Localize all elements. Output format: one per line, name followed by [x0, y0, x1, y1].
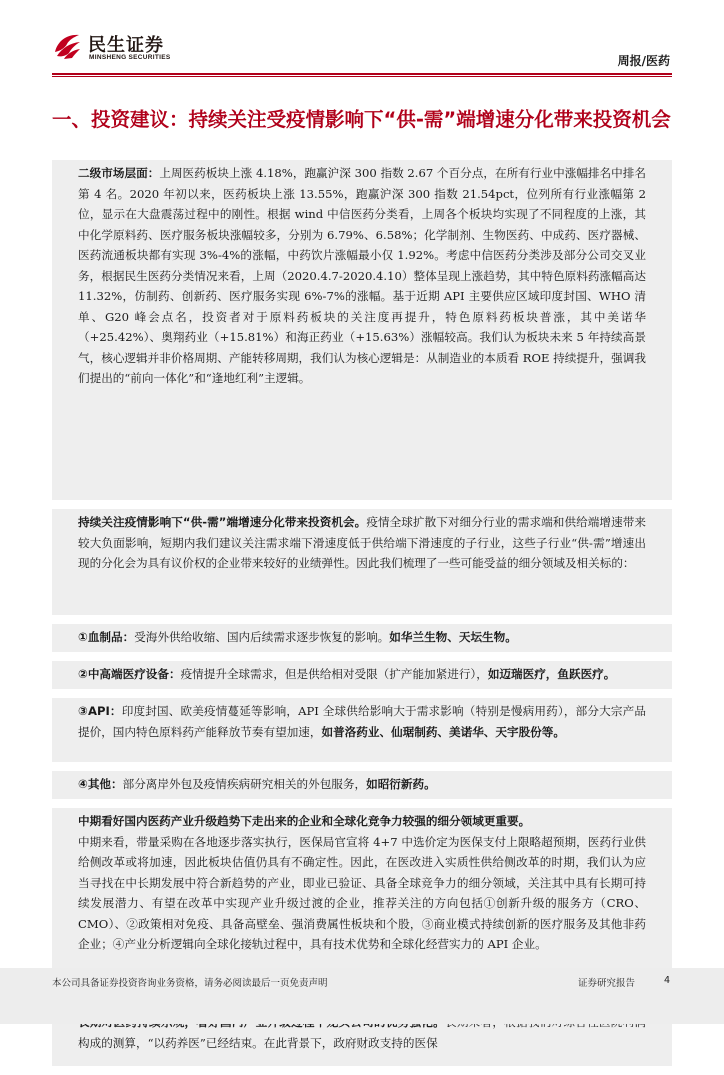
section-title: 一、投资建议：持续关注受疫情影响下“供-需”端增速分化带来投资机会 — [52, 108, 671, 131]
header-divider — [52, 73, 672, 75]
paragraph-blood-products — [52, 624, 672, 652]
paragraph-lead: ①血制品： — [78, 630, 135, 644]
paragraph-text: 上周医药板块上涨 4.18%，跑赢沪深 300 指数 2.67 个百分点，在所有行业中涨幅排名中排名第 4 名。2020 年初以来，医药板块上涨 13.55%，跑赢沪深 300 指数 21.54pct，位列所有行业涨幅第 2 位，显示在大盘震荡过程中的刚性。根据 wind 中信医药分类看，上周各个板块均实现了不同程度的上涨，其中化学原料药、医疗服务板块涨幅较多，分别为 6.79%、6.58%；化学制剂、生物医药、中成药、医疗器械、医药流通板块都有实现 3%-4%的涨幅，中药饮片涨幅最小仅 1.92%。考虑中信医药分类涉及部分公司交叉业务，根据民生医药分类情况来看，上周（2020.4.7-2020.4.10）整体呈现上涨趋势，其中特色原料药涨幅高达 11.32%，仿制药、创新药、医疗服务实现 6%-7%的涨幅。基于近期 API 主要供应区域印度封国、WHO 清单、G20 峰会点名，投资者对于原料药板块的关注度再提升，特色原料药板块普涨，其中美诺华（+25.42%）、奥翔药业（+15.81%）和海正药业（+15.63%）涨幅较高。我们认为板块未来 5 年持续高景气，核心逻辑并非价格周期、产能转移周期，我们认为核心逻辑是：从制造业的本质看 ROE 持续提升，强调我们提出的“前向一体化”和“逢地红利”主逻辑。 — [78, 166, 646, 385]
paragraph-lead: 持续关注疫情影响下“供-需”端增速分化带来投资机会。 — [78, 515, 367, 529]
paragraph-market — [52, 160, 672, 500]
brand-name-cn: 民生证券 — [88, 35, 164, 56]
paragraph-lead: ②中高端医疗设备： — [78, 667, 181, 681]
paragraph-other — [52, 771, 672, 799]
paragraph-tail: 如迈瑞医疗，鱼跃医疗。 — [487, 667, 616, 681]
paragraph-text: 疫情提升全球需求，但是供给相对受限（扩产能加紧进行）， — [180, 667, 488, 681]
paragraph-tail: 如华兰生物、天坛生物。 — [389, 630, 517, 644]
minsheng-logo-icon — [52, 30, 82, 60]
footer-page-number: 4 — [664, 975, 671, 986]
paragraph-lead: ③API： — [78, 704, 122, 718]
paragraph-lead: 二级市场层面： — [78, 166, 160, 180]
footer-disclaimer: 本公司具备证券投资咨询业务资格，请务必阅读最后一页免责声明 — [52, 978, 328, 989]
paragraph-medical-devices — [52, 661, 672, 689]
paragraph-text: 受海外供给收缩、国内后续需求逐步恢复的影响。 — [134, 630, 390, 644]
footer-report-label: 证券研究报告 — [578, 978, 636, 989]
paragraph-text: 印度封国、欧美疫情蔓延等影响，API 全球供给影响大于需求影响（特别是慢病用药），部分大宗产品提价，国内特色原料药产能释放节奏有望加速， — [78, 704, 646, 739]
brand-name-en: MINSHENG SECURITIES — [89, 54, 171, 61]
paragraph-text: 中期来看，带量采购在各地逐步落实执行，医保局官宣将 4+7 中选价定为医保支付上限略超预期，医药行业供给侧改革或将加速，因此板块估值仍具有不确定性。因此，在医改进入实质性供给侧改革的时期，我们认为应当寻找在中长期发展中符合新趋势的产业，即业已验证、具备全球竞争力的细分领域，关注其中具有长期可持续发展潜力、有望在改革中实现产业升级过渡的企业，推荐关注的方向包括①创新升级的服务方（CRO、CMO）、②政策相对免疫、具备高壁垒、强消费属性板块和个股，③商业模式持续创新的医疗服务及其他非药企业；④产业分析逻辑向全球化接轨过程中，具有技术优势和全球化经营实力的 API 企业。 — [78, 834, 646, 951]
header-divider-thin — [52, 76, 672, 77]
paragraph-supply-demand — [52, 509, 672, 615]
page-header — [0, 0, 724, 70]
report-body — [52, 160, 672, 1075]
paragraph-text: 部分离岸外包及疫情疾病研究相关的外包服务， — [122, 777, 367, 791]
paragraph-text: 构成的测算，“以药养医”已经结束。在此背景下，政府财政支持的医保 — [78, 1035, 438, 1050]
paragraph-tail: 如普洛药业、仙琚制药、美诺华、天宇股份等。 — [321, 724, 565, 739]
paragraph-api — [52, 698, 672, 762]
paragraph-text: 疫情全球扩散下对细分行业的需求端和供给端增速带来较大负面影响，短期内我们建议关注需求端下滑速度低于供给端下滑速度的子行业，这些子行业“供-需”增速出现的分化会为具有议价权的企业带来较好的业绩弹性。因此我们梳理了一些可能受益的细分领域及相关标的： — [78, 515, 646, 570]
paragraph-lead: 中期看好国内医药产业升级趋势下走出来的企业和全球化竞争力较强的细分领域更重要。 — [78, 814, 531, 828]
report-type-label: 周报/医药 — [617, 54, 670, 68]
paragraph-tail: 如昭衍新药。 — [366, 777, 436, 791]
paragraph-lead: ④其他： — [78, 777, 123, 791]
